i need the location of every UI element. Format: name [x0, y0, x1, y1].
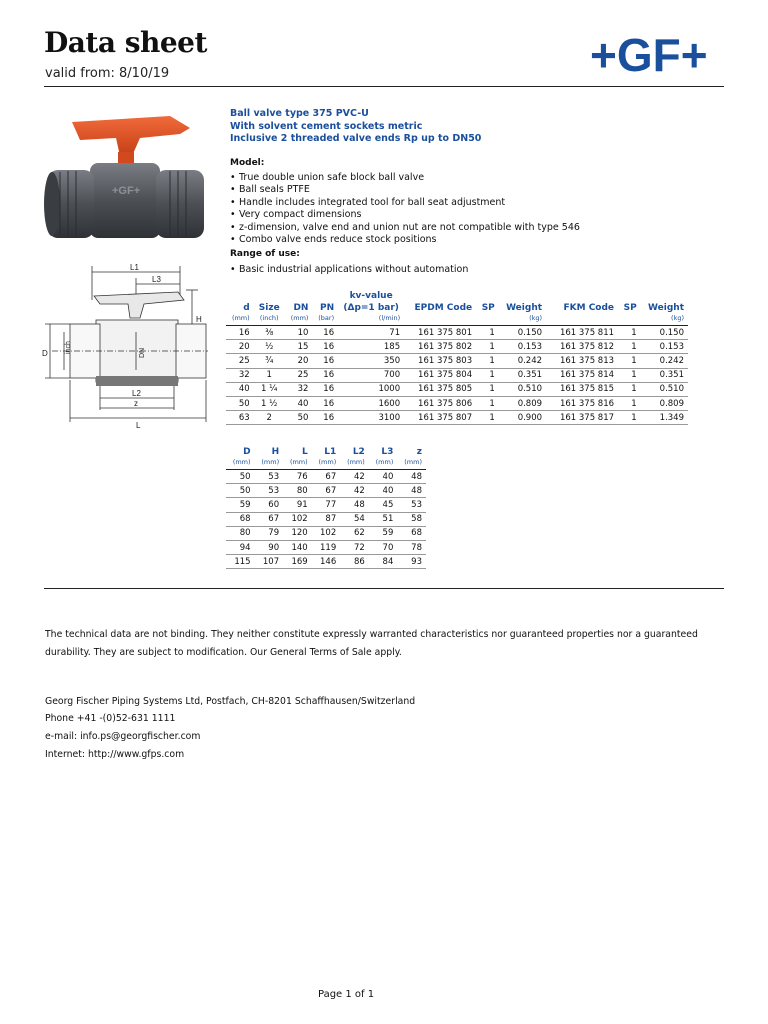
cell: 71 — [338, 326, 404, 340]
col-header: D — [243, 447, 251, 457]
cell: 20 — [285, 354, 313, 368]
cell: 68 — [397, 526, 426, 540]
cell: 48 — [397, 484, 426, 498]
cell: 40 — [369, 470, 398, 484]
cell: 120 — [283, 526, 312, 540]
cell: 50 — [285, 411, 313, 425]
cell: 102 — [312, 526, 341, 540]
col-unit — [476, 314, 499, 326]
product-line: With solvent cement sockets metric — [230, 120, 423, 132]
cell: 1 — [476, 368, 499, 382]
list-item: • Handle includes integrated tool for ball seat adjustment — [230, 197, 580, 209]
table-row — [226, 411, 688, 425]
col-header: EPDM Code — [414, 303, 473, 313]
col-unit: (bar) — [318, 314, 335, 322]
table-row — [226, 526, 426, 540]
col-unit: (mm) — [290, 314, 309, 322]
cell: 1600 — [338, 396, 404, 410]
cell: 67 — [312, 484, 341, 498]
col-unit — [546, 314, 618, 326]
logo-text: +GF+ — [590, 33, 708, 77]
product-description — [230, 108, 481, 146]
cell: 700 — [338, 368, 404, 382]
cell: 161 375 807 — [404, 411, 476, 425]
cell: 0.153 — [499, 340, 546, 354]
label-L1: L1 — [130, 263, 139, 272]
list-item: • Combo valve ends reduce stock positions — [230, 234, 580, 246]
label-H: H — [196, 315, 202, 324]
cell: 70 — [369, 540, 398, 554]
cell: 1 — [618, 368, 641, 382]
cell: 62 — [340, 526, 369, 540]
cell: 1 — [476, 382, 499, 396]
cell: 0.153 — [641, 340, 688, 354]
cell: 3100 — [338, 411, 404, 425]
dimensions-table — [226, 446, 426, 569]
col-header: SP — [481, 303, 495, 313]
page-title: Data sheet — [44, 26, 207, 59]
cell: 80 — [283, 484, 312, 498]
cell: 25 — [285, 368, 313, 382]
cell: 1 ¼ — [254, 382, 285, 396]
cell: 67 — [255, 512, 284, 526]
cell: 161 375 816 — [546, 396, 618, 410]
cell: 60 — [255, 498, 284, 512]
cell: 25 — [226, 354, 254, 368]
col-header: Weight — [506, 303, 543, 313]
label-L: L — [136, 421, 141, 430]
cell: 1 — [476, 411, 499, 425]
company-email[interactable]: e-mail: info.ps@georgfischer.com — [45, 731, 201, 742]
col-unit: (mm) — [347, 458, 365, 466]
cell: 90 — [255, 540, 284, 554]
label-inch: inch — [65, 341, 72, 354]
disclaimer-text: The technical data are not binding. They neither constitute expressly warranted characteristics nor guaranteed properties nor a guaranteed durability. They are subject to modification. Our General Terms of Sale apply. — [45, 629, 698, 658]
cell: ⅜ — [254, 326, 285, 340]
cell: 1000 — [338, 382, 404, 396]
cell: 0.510 — [499, 382, 546, 396]
gf-logo — [590, 33, 730, 77]
cell: 0.809 — [641, 396, 688, 410]
cell: 161 375 805 — [404, 382, 476, 396]
cell: 87 — [312, 512, 341, 526]
col-header: SP — [623, 303, 637, 313]
cell: 161 375 804 — [404, 368, 476, 382]
cell: 1 — [618, 340, 641, 354]
cell: 161 375 802 — [404, 340, 476, 354]
col-header: Size — [258, 303, 280, 313]
label-L2: L2 — [132, 389, 141, 398]
cell: 40 — [226, 382, 254, 396]
cell: 80 — [226, 526, 255, 540]
cell: 32 — [226, 368, 254, 382]
cell: 1 — [618, 411, 641, 425]
cell: 1 — [476, 354, 499, 368]
cell: 1.349 — [641, 411, 688, 425]
col-unit: (kg) — [529, 314, 543, 322]
col-unit: (l/min) — [378, 314, 401, 322]
col-unit: (mm) — [289, 458, 308, 466]
cell: 0.150 — [641, 326, 688, 340]
range-list — [230, 264, 468, 276]
cell: 63 — [226, 411, 254, 425]
cell: 350 — [338, 354, 404, 368]
cell: 48 — [397, 470, 426, 484]
cell: 1 — [618, 354, 641, 368]
table-row — [226, 498, 426, 512]
cell: 32 — [285, 382, 313, 396]
cell: 84 — [369, 555, 398, 569]
table-row — [226, 326, 688, 340]
model-heading: Model: — [230, 158, 265, 168]
cell: 94 — [226, 540, 255, 554]
list-item: • Very compact dimensions — [230, 209, 580, 221]
cell: 53 — [255, 470, 284, 484]
cell: 48 — [340, 498, 369, 512]
cell: 161 375 813 — [546, 354, 618, 368]
range-heading: Range of use: — [230, 249, 300, 259]
cell: 16 — [312, 382, 338, 396]
cell: 10 — [285, 326, 313, 340]
ball-valve-photo — [40, 108, 210, 253]
cell: 140 — [283, 540, 312, 554]
cell: 16 — [226, 326, 254, 340]
company-phone: Phone +41 -(0)52-631 1111 — [45, 713, 176, 724]
cell: 79 — [255, 526, 284, 540]
cell: 42 — [340, 484, 369, 498]
cell: 68 — [226, 512, 255, 526]
cell: 119 — [312, 540, 341, 554]
cell: 86 — [340, 555, 369, 569]
cell: 1 — [618, 396, 641, 410]
col-header: Weight — [648, 303, 684, 313]
cell: 59 — [369, 526, 398, 540]
model-list — [230, 172, 580, 246]
cell: 0.900 — [499, 411, 546, 425]
valve-body-logo-text: +GF+ — [112, 185, 141, 197]
cell: 16 — [312, 368, 338, 382]
cell: 0.510 — [641, 382, 688, 396]
cell: 16 — [312, 396, 338, 410]
cell: 50 — [226, 470, 255, 484]
cell: 15 — [285, 340, 313, 354]
cell: 0.809 — [499, 396, 546, 410]
cell: 0.351 — [641, 368, 688, 382]
label-DN: DN — [139, 347, 146, 358]
cell: 16 — [312, 326, 338, 340]
cell: 53 — [255, 484, 284, 498]
company-address: Georg Fischer Piping Systems Ltd, Postfach, CH-8201 Schaffhausen/Switzerland — [45, 696, 416, 707]
col-unit: (kg) — [671, 314, 684, 322]
cell: 77 — [312, 498, 341, 512]
table-row — [226, 512, 426, 526]
col-unit: (inch) — [259, 314, 279, 322]
label-D: D — [42, 349, 48, 358]
cell: 72 — [340, 540, 369, 554]
company-website[interactable]: Internet: http://www.gfps.com — [45, 749, 185, 760]
list-item: • Ball seals PTFE — [230, 184, 580, 196]
cell: 42 — [340, 470, 369, 484]
cell: 67 — [312, 470, 341, 484]
cell: 161 375 812 — [546, 340, 618, 354]
cell: 0.242 — [641, 354, 688, 368]
cell: 107 — [255, 555, 284, 569]
table-row — [226, 382, 688, 396]
table-row — [226, 484, 426, 498]
cell: 161 375 814 — [546, 368, 618, 382]
cell: 161 375 817 — [546, 411, 618, 425]
table-row — [226, 368, 688, 382]
col-header: PN — [319, 303, 335, 313]
cell: 115 — [226, 555, 255, 569]
cell: 50 — [226, 396, 254, 410]
cell: 1 — [476, 396, 499, 410]
cell: 102 — [283, 512, 312, 526]
cell: 146 — [312, 555, 341, 569]
product-line: Ball valve type 375 PVC-U — [230, 108, 369, 119]
cell: 1 — [618, 326, 641, 340]
cell: 78 — [397, 540, 426, 554]
product-line: Inclusive 2 threaded valve ends Rp up to DN50 — [230, 133, 482, 144]
cell: 185 — [338, 340, 404, 354]
cell: 76 — [283, 470, 312, 484]
cell: 40 — [369, 484, 398, 498]
col-header: z — [416, 447, 422, 457]
cell: 0.242 — [499, 354, 546, 368]
col-header: kv-value (Δp=1 bar) — [343, 291, 399, 313]
cell: 16 — [312, 411, 338, 425]
cell: 169 — [283, 555, 312, 569]
label-L3: L3 — [152, 275, 161, 284]
cell: 59 — [226, 498, 255, 512]
cell: 53 — [397, 498, 426, 512]
cell: 161 375 815 — [546, 382, 618, 396]
col-header: L2 — [352, 447, 365, 457]
cell: 40 — [285, 396, 313, 410]
cell: 91 — [283, 498, 312, 512]
col-header: L1 — [324, 447, 337, 457]
table-row — [226, 470, 426, 484]
cell: 51 — [369, 512, 398, 526]
page-number: Page 1 of 1 — [318, 989, 375, 1000]
cell: 54 — [340, 512, 369, 526]
cell: 161 375 803 — [404, 354, 476, 368]
cell: 161 375 806 — [404, 396, 476, 410]
footer-divider — [44, 588, 724, 589]
cell: 20 — [226, 340, 254, 354]
cell: 0.150 — [499, 326, 546, 340]
cell: 161 375 811 — [546, 326, 618, 340]
table-row — [226, 396, 688, 410]
dimension-drawing — [40, 260, 210, 430]
valve-codes-table — [226, 290, 688, 425]
cell: ½ — [254, 340, 285, 354]
list-item: • True double union safe block ball valve — [230, 172, 580, 184]
col-header: L — [301, 447, 308, 457]
col-unit — [404, 314, 476, 326]
col-unit: (mm) — [231, 314, 250, 322]
header-divider — [44, 86, 724, 87]
col-unit — [618, 314, 641, 326]
list-item: • Basic industrial applications without automation — [230, 264, 468, 276]
col-unit: (mm) — [318, 458, 337, 466]
label-z: z — [134, 399, 138, 408]
cell: 0.351 — [499, 368, 546, 382]
cell: 1 — [254, 368, 285, 382]
cell: 1 — [476, 326, 499, 340]
table-row — [226, 540, 426, 554]
table-row — [226, 354, 688, 368]
cell: 58 — [397, 512, 426, 526]
cell: 45 — [369, 498, 398, 512]
col-unit: (mm) — [375, 458, 394, 466]
col-unit: (mm) — [404, 458, 422, 466]
cell: 16 — [312, 354, 338, 368]
col-header: H — [271, 447, 280, 457]
cell: 161 375 801 — [404, 326, 476, 340]
cell: ¾ — [254, 354, 285, 368]
table-row — [226, 555, 426, 569]
col-unit: (mm) — [261, 458, 280, 466]
list-item: • z-dimension, valve end and union nut are not compatible with type 546 — [230, 222, 580, 234]
col-header: d — [243, 303, 250, 313]
col-unit: (mm) — [232, 458, 251, 466]
cell: 16 — [312, 340, 338, 354]
valid-from-date: valid from: 8/10/19 — [45, 66, 170, 81]
cell: 2 — [254, 411, 285, 425]
cell: 1 — [618, 382, 641, 396]
cell: 1 ½ — [254, 396, 285, 410]
col-header: DN — [293, 303, 309, 313]
col-header: L3 — [381, 447, 394, 457]
cell: 93 — [397, 555, 426, 569]
table-row — [226, 340, 688, 354]
cell: 1 — [476, 340, 499, 354]
cell: 50 — [226, 484, 255, 498]
col-header: FKM Code — [563, 303, 615, 313]
